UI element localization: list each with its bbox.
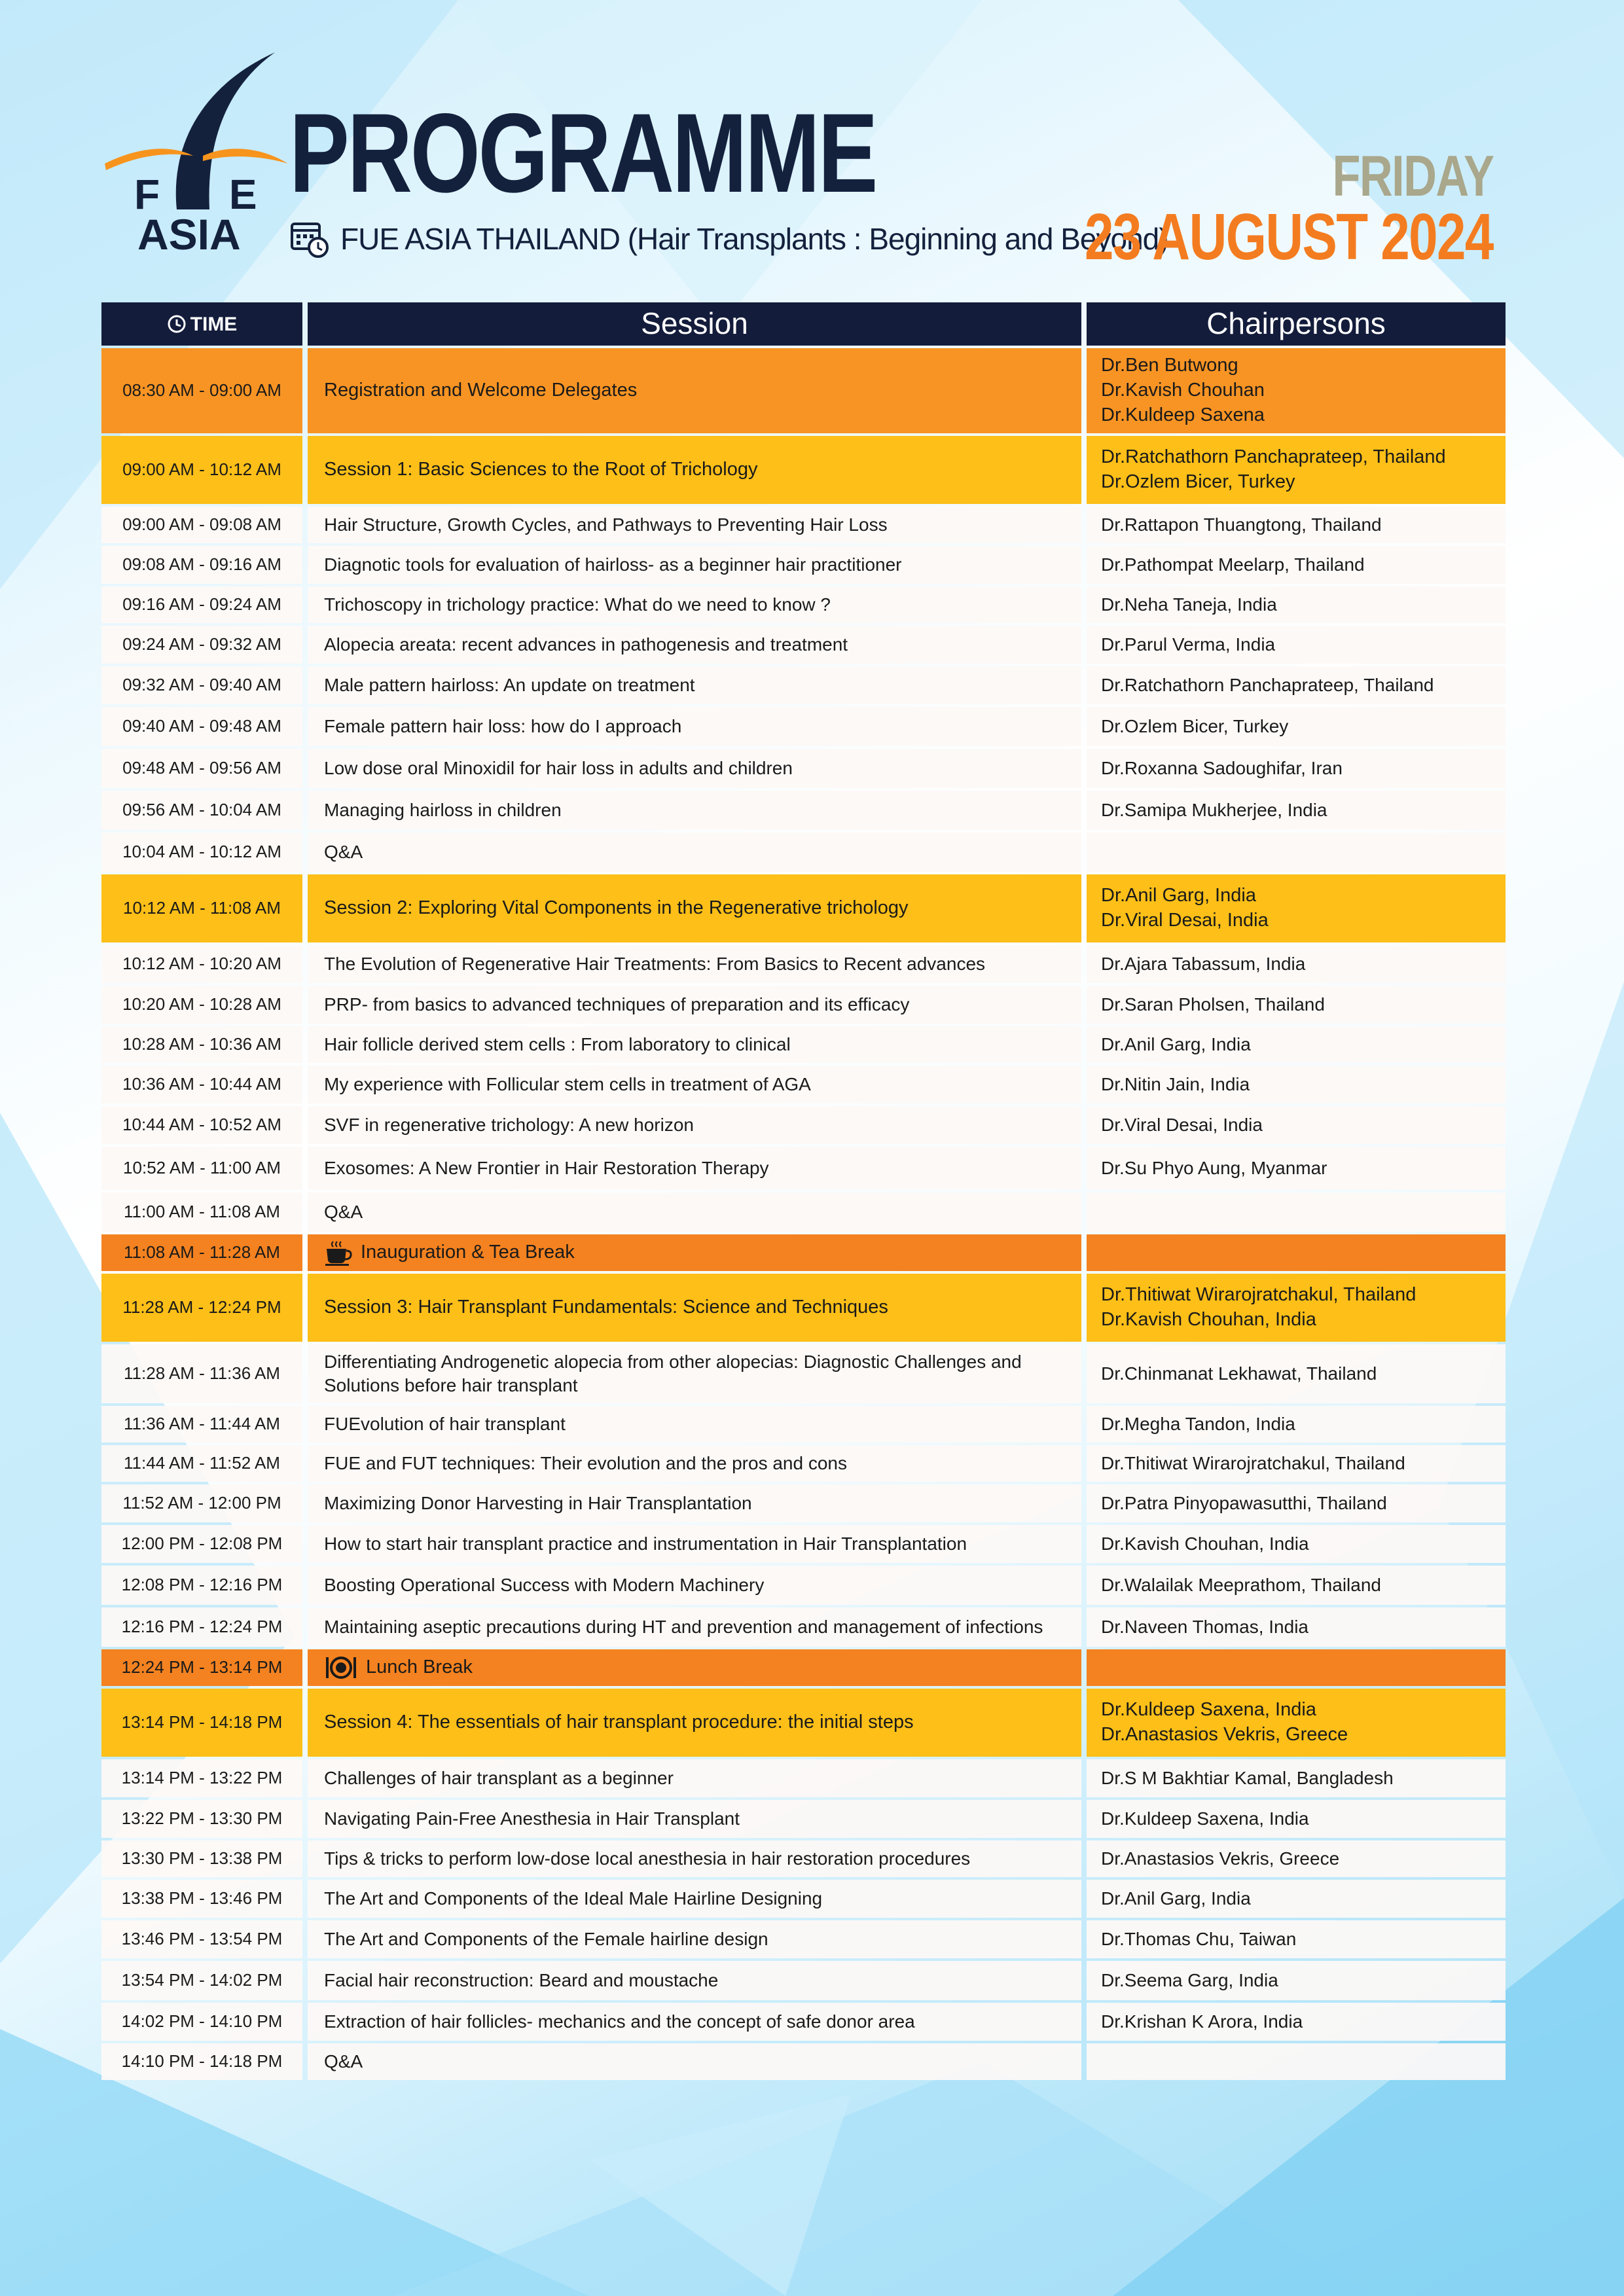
session-cell xyxy=(308,626,1081,664)
programme-table xyxy=(101,302,1511,2083)
tea-cup-icon xyxy=(324,1240,353,1266)
time-cell: 10:44 AM - 10:52 AM xyxy=(101,1106,302,1144)
table-row xyxy=(101,1566,1511,1605)
table-row xyxy=(101,1026,1511,1063)
session-title: Inauguration & Tea Break xyxy=(361,1242,575,1263)
session-title: SVF in regenerative trichology: A new horizon xyxy=(324,1114,694,1135)
chairperson-cell xyxy=(1087,1147,1506,1190)
table-row xyxy=(101,2003,1511,2041)
session-title: Hair follicle derived stem cells : From laboratory to clinical xyxy=(324,1033,791,1054)
time-cell: 11:08 AM - 11:28 AM xyxy=(101,1234,302,1271)
time-cell: 14:10 PM - 14:18 PM xyxy=(101,2043,302,2080)
session-title: Session 3: Hair Transplant Fundamentals: Science and Techniques xyxy=(324,1297,888,1318)
session-cell xyxy=(308,1880,1081,1918)
table-row xyxy=(101,791,1511,830)
session-cell xyxy=(308,1026,1081,1063)
chairperson-cell xyxy=(1087,1484,1506,1522)
session-title: FUEvolution of hair transplant xyxy=(324,1413,566,1434)
time-cell: 13:46 PM - 13:54 PM xyxy=(101,1920,302,1958)
session-cell xyxy=(308,1920,1081,1958)
chairperson-name: Dr.Saran Pholsen, Thailand xyxy=(1101,994,1325,1014)
chairperson-cell xyxy=(1087,1026,1506,1063)
chairperson-name: Dr.Kavish Chouhan, India xyxy=(1101,1533,1309,1554)
time-cell: 10:12 AM - 10:20 AM xyxy=(101,945,302,983)
session-cell xyxy=(308,1406,1081,1443)
chairperson-name: Dr.Viral Desai, India xyxy=(1101,910,1269,931)
session-header-row xyxy=(101,1689,1511,1757)
time-cell: 11:28 AM - 12:24 PM xyxy=(101,1274,302,1342)
chairperson-cell xyxy=(1087,1920,1506,1958)
chairperson-name: Dr.Thomas Chu, Taiwan xyxy=(1101,1928,1297,1949)
fue-asia-logo xyxy=(98,46,295,262)
session-title: Session 1: Basic Sciences to the Root of Trichology xyxy=(324,459,758,480)
time-cell: 10:12 AM - 11:08 AM xyxy=(101,874,302,942)
chairperson-cell xyxy=(1087,2003,1506,2041)
time-cell: 09:24 AM - 09:32 AM xyxy=(101,626,302,664)
page-title: PROGRAMME xyxy=(289,90,876,216)
time-cell: 09:00 AM - 09:08 AM xyxy=(101,507,302,543)
table-row xyxy=(101,348,1511,433)
chairperson-name: Dr.Kavish Chouhan, India xyxy=(1101,1309,1316,1330)
chairperson-cell xyxy=(1087,1274,1506,1342)
session-cell xyxy=(308,874,1081,942)
logo-bottom-text: ASIA xyxy=(137,210,241,259)
session-cell xyxy=(308,1961,1081,2000)
time-cell: 12:00 PM - 12:08 PM xyxy=(101,1525,302,1563)
time-cell: 08:30 AM - 09:00 AM xyxy=(101,348,302,433)
session-title: The Evolution of Regenerative Hair Treatments: From Basics to Recent advances xyxy=(324,953,986,974)
session-title: How to start hair transplant practice and instrumentation in Hair Transplantation xyxy=(324,1533,967,1554)
day-label: FRIDAY xyxy=(1332,143,1493,208)
calendar-clock-icon xyxy=(289,219,330,259)
time-cell: 13:30 PM - 13:38 PM xyxy=(101,1840,302,1877)
chairperson-cell xyxy=(1087,586,1506,623)
session-cell xyxy=(308,2043,1081,2080)
session-title: Male pattern hairloss: An update on treatment xyxy=(324,674,695,695)
chairperson-cell xyxy=(1087,1880,1506,1918)
chairperson-cell xyxy=(1087,1759,1506,1797)
chair-column-header: Chairpersons xyxy=(1087,302,1506,346)
session-title: Session 4: The essentials of hair transplant procedure: the initial steps xyxy=(324,1712,914,1733)
session-cell xyxy=(308,945,1081,983)
session-title: Differentiating Androgenetic alopecia from other alopecias: Diagnostic Challenges and Solutions before hair transplant xyxy=(324,1351,1022,1395)
session-cell xyxy=(308,749,1081,788)
table-row xyxy=(101,749,1511,788)
session-title: The Art and Components of the Ideal Male Hairline Designing xyxy=(324,1888,823,1909)
table-row xyxy=(101,1106,1511,1144)
session-title: Diagnotic tools for evaluation of hairloss- as a beginner hair practitioner xyxy=(324,554,902,575)
session-title: Boosting Operational Success with Modern Machinery xyxy=(324,1574,765,1595)
time-cell: 11:36 AM - 11:44 AM xyxy=(101,1406,302,1443)
session-cell xyxy=(308,707,1081,746)
time-cell: 09:48 AM - 09:56 AM xyxy=(101,749,302,788)
chairperson-name: Dr.Kuldeep Saxena, India xyxy=(1101,1808,1309,1829)
session-cell xyxy=(308,1344,1081,1403)
time-column-header xyxy=(101,302,302,346)
chairperson-cell xyxy=(1087,507,1506,543)
chairperson-cell xyxy=(1087,1649,1506,1686)
break-row xyxy=(101,1234,1511,1271)
session-title: Q&A xyxy=(324,2051,363,2072)
lunch-plate-icon xyxy=(324,1655,358,1681)
chairperson-cell xyxy=(1087,833,1506,872)
table-row xyxy=(101,546,1511,584)
chairperson-name: Dr.Ratchathorn Panchaprateep, Thailand xyxy=(1101,674,1434,695)
chairperson-cell xyxy=(1087,1344,1506,1403)
session-title: FUE and FUT techniques: Their evolution and the pros and cons xyxy=(324,1452,847,1473)
table-row xyxy=(101,1607,1511,1647)
chairperson-name: Dr.Thitiwat Wirarojratchakul, Thailand xyxy=(1101,1452,1405,1473)
chairperson-name: Dr.Neha Taneja, India xyxy=(1101,594,1277,615)
time-cell: 09:40 AM - 09:48 AM xyxy=(101,707,302,746)
session-cell xyxy=(308,1234,1081,1271)
chairperson-cell xyxy=(1087,1566,1506,1605)
time-cell: 11:28 AM - 11:36 AM xyxy=(101,1344,302,1403)
programme-subtitle: FUE ASIA THAILAND (Hair Transplants : Beginning and Beyond) xyxy=(340,222,1168,256)
table-row xyxy=(101,1193,1511,1232)
time-cell: 12:24 PM - 13:14 PM xyxy=(101,1649,302,1686)
table-header xyxy=(101,302,1511,346)
chairperson-cell xyxy=(1087,1066,1506,1103)
table-row xyxy=(101,1800,1511,1838)
chairperson-name: Dr.Anil Garg, India xyxy=(1101,1888,1251,1909)
chairperson-cell xyxy=(1087,626,1506,664)
chairperson-cell xyxy=(1087,1689,1506,1757)
chairperson-name: Dr.Chinmanat Lekhawat, Thailand xyxy=(1101,1363,1377,1384)
table-row xyxy=(101,2043,1511,2080)
session-title: Lunch Break xyxy=(366,1657,473,1678)
session-title: Q&A xyxy=(324,841,363,862)
session-cell xyxy=(308,2003,1081,2041)
chairperson-cell xyxy=(1087,791,1506,830)
chairperson-name: Dr.Parul Verma, India xyxy=(1101,634,1276,655)
time-cell: 11:52 AM - 12:00 PM xyxy=(101,1484,302,1522)
table-row xyxy=(101,586,1511,623)
session-cell xyxy=(308,1106,1081,1144)
time-cell: 13:22 PM - 13:30 PM xyxy=(101,1800,302,1838)
table-row xyxy=(101,1147,1511,1190)
chairperson-cell xyxy=(1087,436,1506,504)
chairperson-name: Dr.Kuldeep Saxena xyxy=(1101,404,1265,425)
session-cell xyxy=(308,1649,1081,1686)
time-cell: 13:14 PM - 13:22 PM xyxy=(101,1759,302,1797)
time-cell: 11:44 AM - 11:52 AM xyxy=(101,1445,302,1482)
table-row xyxy=(101,1066,1511,1103)
table-row xyxy=(101,1406,1511,1443)
session-cell xyxy=(308,586,1081,623)
table-row xyxy=(101,1920,1511,1958)
table-row xyxy=(101,945,1511,983)
chairperson-name: Dr.Naveen Thomas, India xyxy=(1101,1616,1308,1637)
session-cell xyxy=(308,791,1081,830)
chairperson-cell xyxy=(1087,546,1506,584)
time-cell: 12:08 PM - 12:16 PM xyxy=(101,1566,302,1605)
time-cell: 11:00 AM - 11:08 AM xyxy=(101,1193,302,1232)
time-cell: 09:00 AM - 10:12 AM xyxy=(101,436,302,504)
break-row xyxy=(101,1649,1511,1686)
chairperson-cell xyxy=(1087,1234,1506,1271)
session-cell xyxy=(308,348,1081,433)
table-row xyxy=(101,1759,1511,1797)
chairperson-cell xyxy=(1087,2043,1506,2080)
session-cell xyxy=(308,1274,1081,1342)
session-title: Facial hair reconstruction: Beard and moustache xyxy=(324,1969,719,1990)
session-cell xyxy=(308,833,1081,872)
session-title: Low dose oral Minoxidil for hair loss in adults and children xyxy=(324,757,793,778)
session-title: Q&A xyxy=(324,1201,363,1222)
chairperson-cell xyxy=(1087,1406,1506,1443)
chairperson-cell xyxy=(1087,1840,1506,1877)
time-header-label: TIME xyxy=(190,313,238,335)
table-row xyxy=(101,833,1511,872)
session-title: Challenges of hair transplant as a beginner xyxy=(324,1767,674,1788)
clock-icon xyxy=(167,314,187,334)
chairperson-cell xyxy=(1087,1106,1506,1144)
session-cell xyxy=(308,986,1081,1024)
time-cell: 10:36 AM - 10:44 AM xyxy=(101,1066,302,1103)
time-cell: 09:32 AM - 09:40 AM xyxy=(101,666,302,704)
session-title: Hair Structure, Growth Cycles, and Pathways to Preventing Hair Loss xyxy=(324,514,888,535)
chairperson-name: Dr.Rattapon Thuangtong, Thailand xyxy=(1101,514,1382,535)
session-cell xyxy=(308,1445,1081,1482)
table-row xyxy=(101,1445,1511,1482)
chairperson-name: Dr.Walailak Meeprathom, Thailand xyxy=(1101,1574,1381,1595)
time-cell: 09:08 AM - 09:16 AM xyxy=(101,546,302,584)
session-cell xyxy=(308,1800,1081,1838)
chairperson-name: Dr.Anil Garg, India xyxy=(1101,1033,1251,1054)
chairperson-cell xyxy=(1087,986,1506,1024)
date-label: 23 AUGUST 2024 xyxy=(1085,200,1493,274)
time-cell: 13:54 PM - 14:02 PM xyxy=(101,1961,302,2000)
time-cell: 09:56 AM - 10:04 AM xyxy=(101,791,302,830)
table-row xyxy=(101,626,1511,664)
chairperson-cell xyxy=(1087,749,1506,788)
chairperson-cell xyxy=(1087,1525,1506,1563)
chairperson-name: Dr.Ajara Tabassum, India xyxy=(1101,953,1306,974)
session-cell xyxy=(308,666,1081,704)
table-row xyxy=(101,1484,1511,1522)
session-cell xyxy=(308,1689,1081,1757)
session-title: Maximizing Donor Harvesting in Hair Transplantation xyxy=(324,1492,752,1513)
session-title: Extraction of hair follicles- mechanics and the concept of safe donor area xyxy=(324,2011,915,2032)
session-cell xyxy=(308,1484,1081,1522)
table-row xyxy=(101,1840,1511,1877)
chairperson-cell xyxy=(1087,1193,1506,1232)
table-row xyxy=(101,1525,1511,1563)
chairperson-name: Dr.Roxanna Sadoughifar, Iran xyxy=(1101,757,1343,778)
chairperson-name: Dr.Patra Pinyopawasutthi, Thailand xyxy=(1101,1492,1387,1513)
table-row xyxy=(101,1344,1511,1403)
session-title: The Art and Components of the Female hairline design xyxy=(324,1928,768,1949)
session-cell xyxy=(308,1759,1081,1797)
chairperson-name: Dr.Ben Butwong xyxy=(1101,355,1238,376)
time-cell: 10:20 AM - 10:28 AM xyxy=(101,986,302,1024)
time-cell: 10:52 AM - 11:00 AM xyxy=(101,1147,302,1190)
chairperson-name: Dr.Samipa Mukherjee, India xyxy=(1101,799,1327,820)
session-title: Registration and Welcome Delegates xyxy=(324,380,638,401)
table-row xyxy=(101,1880,1511,1918)
session-cell xyxy=(308,1840,1081,1877)
session-title: Managing hairloss in children xyxy=(324,799,562,820)
session-cell xyxy=(308,1607,1081,1647)
chairperson-name: Dr.Nitin Jain, India xyxy=(1101,1073,1250,1094)
chairperson-name: Dr.Anil Garg, India xyxy=(1101,885,1256,906)
session-title: Tips & tricks to perform low-dose local anesthesia in hair restoration procedures xyxy=(324,1848,971,1869)
chairperson-cell xyxy=(1087,666,1506,704)
session-title: My experience with Follicular stem cells in treatment of AGA xyxy=(324,1073,811,1094)
chairperson-cell xyxy=(1087,1800,1506,1838)
chairperson-name: Dr.Pathompat Meelarp, Thailand xyxy=(1101,554,1365,575)
chairperson-name: Dr.Ozlem Bicer, Turkey xyxy=(1101,715,1289,736)
session-cell xyxy=(308,436,1081,504)
chairperson-name: Dr.Kuldeep Saxena, India xyxy=(1101,1699,1316,1721)
chairperson-cell xyxy=(1087,945,1506,983)
time-cell: 13:38 PM - 13:46 PM xyxy=(101,1880,302,1918)
chairperson-name: Dr.Ratchathorn Panchaprateep, Thailand xyxy=(1101,446,1446,468)
session-header-row xyxy=(101,874,1511,942)
session-cell xyxy=(308,546,1081,584)
table-body xyxy=(101,348,1511,2080)
time-cell: 09:16 AM - 09:24 AM xyxy=(101,586,302,623)
chairperson-cell xyxy=(1087,874,1506,942)
session-header-row xyxy=(101,1274,1511,1342)
chairperson-name: Dr.Viral Desai, India xyxy=(1101,1114,1263,1135)
time-cell: 10:28 AM - 10:36 AM xyxy=(101,1026,302,1063)
table-row xyxy=(101,1961,1511,2000)
table-row xyxy=(101,707,1511,746)
chairperson-name: Dr.Seema Garg, India xyxy=(1101,1969,1278,1990)
session-title: Exosomes: A New Frontier in Hair Restoration Therapy xyxy=(324,1157,769,1178)
time-cell: 13:14 PM - 14:18 PM xyxy=(101,1689,302,1757)
table-row xyxy=(101,986,1511,1024)
chairperson-cell xyxy=(1087,707,1506,746)
table-row xyxy=(101,666,1511,704)
chairperson-cell xyxy=(1087,1607,1506,1647)
session-header-row xyxy=(101,436,1511,504)
chairperson-name: Dr.Thitiwat Wirarojratchakul, Thailand xyxy=(1101,1284,1416,1306)
time-cell: 12:16 PM - 12:24 PM xyxy=(101,1607,302,1647)
session-cell xyxy=(308,1147,1081,1190)
session-title: Maintaining aseptic precautions during HT and prevention and management of infections xyxy=(324,1616,1043,1637)
session-title: Trichoscopy in trichology practice: What do we need to know ? xyxy=(324,594,831,615)
time-cell: 14:02 PM - 14:10 PM xyxy=(101,2003,302,2041)
session-cell xyxy=(308,507,1081,543)
session-cell xyxy=(308,1066,1081,1103)
subtitle-row xyxy=(289,216,1168,262)
chairperson-cell xyxy=(1087,1445,1506,1482)
session-title: Navigating Pain-Free Anesthesia in Hair Transplant xyxy=(324,1808,740,1829)
chairperson-cell xyxy=(1087,348,1506,433)
session-cell xyxy=(308,1193,1081,1232)
chairperson-name: Dr.Megha Tandon, India xyxy=(1101,1413,1295,1434)
session-title: Session 2: Exploring Vital Components in the Regenerative trichology xyxy=(324,897,909,919)
time-cell: 10:04 AM - 10:12 AM xyxy=(101,833,302,872)
session-title: Female pattern hair loss: how do I approach xyxy=(324,715,682,736)
chairperson-name: Dr.S M Bakhtiar Kamal, Bangladesh xyxy=(1101,1767,1394,1788)
session-title: PRP- from basics to advanced techniques of preparation and its efficacy xyxy=(324,994,910,1014)
chairperson-name: Dr.Anastasios Vekris, Greece xyxy=(1101,1724,1348,1745)
logo-top-text: F U E xyxy=(134,171,261,218)
chairperson-name: Dr.Su Phyo Aung, Myanmar xyxy=(1101,1157,1327,1178)
session-column-header: Session xyxy=(308,302,1081,346)
chairperson-name: Dr.Ozlem Bicer, Turkey xyxy=(1101,471,1295,492)
chairperson-name: Dr.Krishan K Arora, India xyxy=(1101,2011,1303,2032)
session-cell xyxy=(308,1525,1081,1563)
table-row xyxy=(101,507,1511,543)
session-cell xyxy=(308,1566,1081,1605)
chairperson-cell xyxy=(1087,1961,1506,2000)
chairperson-name: Dr.Anastasios Vekris, Greece xyxy=(1101,1848,1340,1869)
session-title: Alopecia areata: recent advances in pathogenesis and treatment xyxy=(324,634,848,655)
chairperson-name: Dr.Kavish Chouhan xyxy=(1101,380,1265,401)
